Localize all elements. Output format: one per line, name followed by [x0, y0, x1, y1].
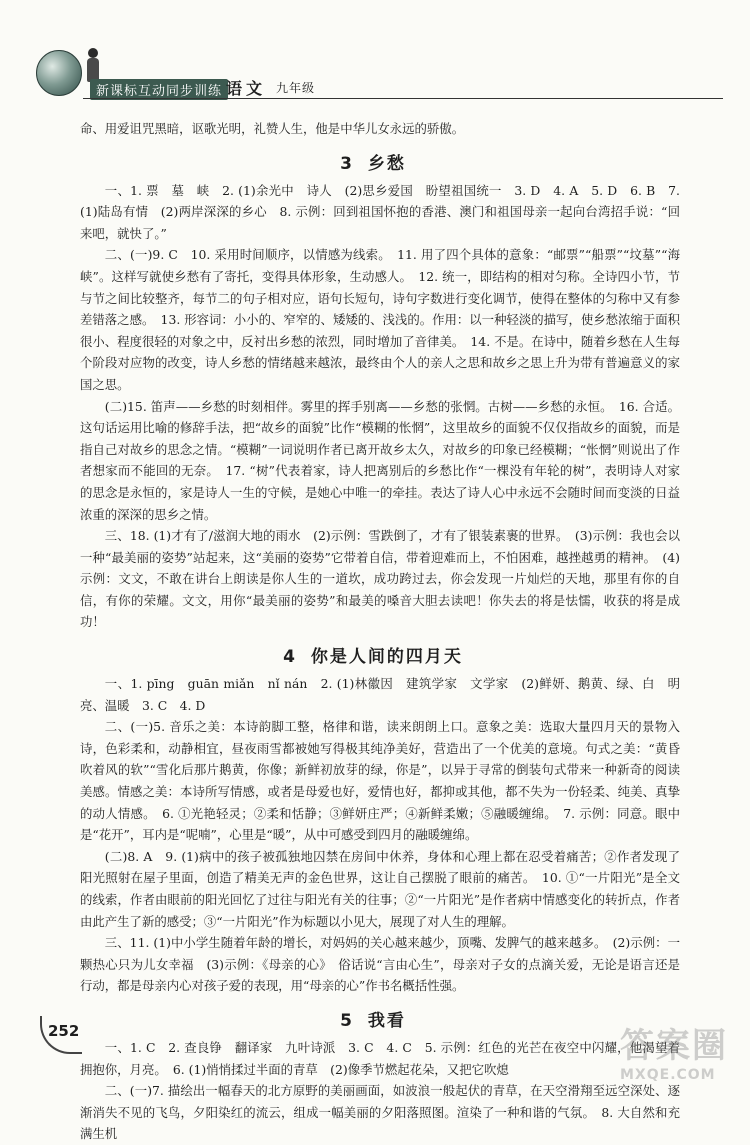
- section-name: 乡愁: [367, 153, 406, 174]
- answer-paragraph: 一、1. 票 墓 峡 2. (1)余光中 诗人 (2)思乡爱国 盼望祖国统一 3. D 4. A 5. D 6. B 7. (1)陆岛有情 (2)两岸深深的乡心 8. 示例：回到祖国怀抱的香港、澳门和祖国母亲一起向台湾招手说：“回来吧，就快了。”: [80, 182, 680, 241]
- series-title: 新课标互动同步训练: [90, 79, 228, 100]
- page-number: 252: [48, 1022, 80, 1040]
- intro-line: 命、用爱诅咒黑暗，讴歌光明，礼赞人生，他是中华儿女永远的骄傲。: [80, 121, 465, 136]
- header-divider: [83, 98, 723, 99]
- page-header: [28, 46, 728, 106]
- section-name: 你是人间的四月天: [310, 647, 463, 668]
- answer-paragraph: (二)15. 笛声——乡愁的时刻相伴。雾里的挥手别离——乡愁的张惘。古树——乡愁的永恒。 16. 合适。这句话运用比喻的修辞手法，把“故乡的面貌”比作“模糊的怅惘”，这里故乡的面貌不仅仅指故乡的面貌，而是指自己对故乡的思念之情。“模糊”一词说明作者已离开故乡太久，对故乡的印象已经模糊；“怅惘”则说出了作者想家而不能回的无奈。 17. “树”代表着家，诗人把离别后的乡愁比作“一棵没有年轮的树”，表明诗人对家的思念是永恒的，家是诗人一生的守候，是她心中唯一的牵挂。表达了诗人心中永远不会随时间而变淡的日益浓重的深深的思乡之情。: [80, 398, 680, 522]
- watermark-logo: [620, 1018, 740, 1088]
- section-number: 3: [340, 153, 354, 174]
- section-title-5: [80, 1006, 680, 1031]
- section-title-3: [80, 149, 680, 174]
- section-name: 我看: [367, 1010, 406, 1031]
- answer-paragraph: 二、(一)9. C 10. 采用时间顺序，以情感为线索。 11. 用了四个具体的意象：“邮票”“船票”“坟墓”“海峡”。这样写就使乡愁有了寄托，变得具体形象，生动感人。 12. 统一，即结构的相对匀称。全诗四小节，节与节之间比较整齐，每节二的句子相对应，语句长短句，诗句字数进行变化调节，使得在整体的匀称中又有参差错落之感。 13. 形容词：小小的、窄窄的、矮矮的、浅浅的。作用：以一种轻淡的描写，使乡愁浓缩于面积很小、程度很轻的对象之中，反衬出乡愁的浓烈，同时增加了音律美。 14. 不是。在诗中，随着乡愁在人生每个阶段对应物的改变，诗人乡愁的情绪越来越浓，最终由个人的亲人之思和故乡之思上升为带有普遍意义的家国之思。: [80, 247, 680, 392]
- globe-icon: [36, 50, 82, 96]
- answer-paragraph: (二)8. A 9. (1)病中的孩子被孤独地囚禁在房间中休养，身体和心理上都在忍受着痛苦；②作者发现了阳光照射在屋子里面，创造了精美无声的金色世界，这让自己摆脱了眼前的痛苦。 10. ①“一片阳光”是全文的线索，作者由眼前的阳光回忆了过往与阳光有关的往事；②“一片阳光”是作者病中情感变化的转折点，作者由此产生了新的感受；③“一片阳光”作为标题以小见大，展现了对人生的理解。: [80, 848, 680, 929]
- answer-paragraph: 三、18. (1)才有了/滋润大地的雨水 (2)示例：雪跌倒了，才有了银装素裹的世界。 (3)示例：我也会以一种“最美丽的姿势”站起来，这“美丽的姿势”它带着自信，带着迎难而上，不怕困难，越挫越勇的精神。 (4)示例：文文，不敢在讲台上朗读是你人生的一道坎，成功跨过去，你会发现一片灿烂的天地，那里有你的自信，有你的荣耀。文文，用你“最美丽的姿势”和最美的嗓音大胆去读吧！你失去的将是怯懦，收获的将是成功！: [80, 528, 680, 630]
- section-number: 5: [340, 1010, 354, 1031]
- watermark-line-2: MXQE.COM: [620, 1067, 716, 1083]
- subject-label: 语文: [226, 79, 267, 98]
- grade-label: 九年级: [276, 81, 316, 95]
- answer-paragraph: 一、1. C 2. 查良铮 翻译家 九叶诗派 3. C 4. C 5. 示例：红色的光芒在夜空中闪耀，他渴望着拥抱你，月亮。 6. (1)悄悄揉过半面的青草 (2)像季节燃起花朵，又把它吹熄: [80, 1039, 680, 1077]
- answer-paragraph: 一、1. pīng guān miǎn nǐ nán 2. (1)林徽因 建筑学家 文学家 (2)鲜妍、鹅黄、绿、白 明亮、温暖 3. C 4. D: [80, 676, 680, 713]
- section-title-4: [80, 642, 680, 667]
- answer-paragraph: 二、(一)7. 描绘出一幅春天的北方原野的美丽画面，如波浪一般起伏的青草，在天空滑翔至远空深处、逐渐消失不见的飞鸟，夕阳染红的流云，组成一幅美丽的夕阳落照图。渲染了一种和谐的气氛。 8. 大自然和充满生机: [80, 1083, 680, 1142]
- section-number: 4: [283, 647, 297, 668]
- answer-paragraph: 二、(一)5. 音乐之美：本诗韵脚工整，格律和谐，读来朗朗上口。意象之美：选取大量四月天的景物入诗，色彩柔和，动静相宜，昼夜雨雪都被她写得极其纯净美好，营造出了一个优美的意境。句式之美：“黄昏吹着风的软”“雪化后那片鹅黄，你像；新鲜初放芽的绿，你是”，以异于寻常的倒装句式带来一种新奇的阅读美感。情感之美：本诗所写情感，或者是母爱也好，爱情也好，都抑或其他，都不失为一份轻柔、纯美、真挚的动人情感。 6. ①光艳轻灵；②柔和恬静；③鲜妍庄严；④新鲜柔嫩；⑤融暖缠绵。 7. 示例：同意。眼中是“花开”，耳内是“呢喃”，心里是“暖”，从中可感受到四月的融暖缠绵。: [80, 719, 680, 843]
- watermark-line-1: 答案圈: [620, 1026, 728, 1066]
- answer-paragraph: 三、11. (1)中小学生随着年龄的增长，对妈妈的关心越来越少，顶嘴、发脾气的越来越多。 (2)示例：一颗热心只为儿女幸福 (3)示例：《母亲的心》 俗话说“言由心生”，母亲对子女的点滴关爱，无论是语言还是行动，都是母亲内心对孩子爱的表现，用“母亲的心”作书名概括性强。: [80, 935, 680, 994]
- answer-content: [80, 118, 680, 1145]
